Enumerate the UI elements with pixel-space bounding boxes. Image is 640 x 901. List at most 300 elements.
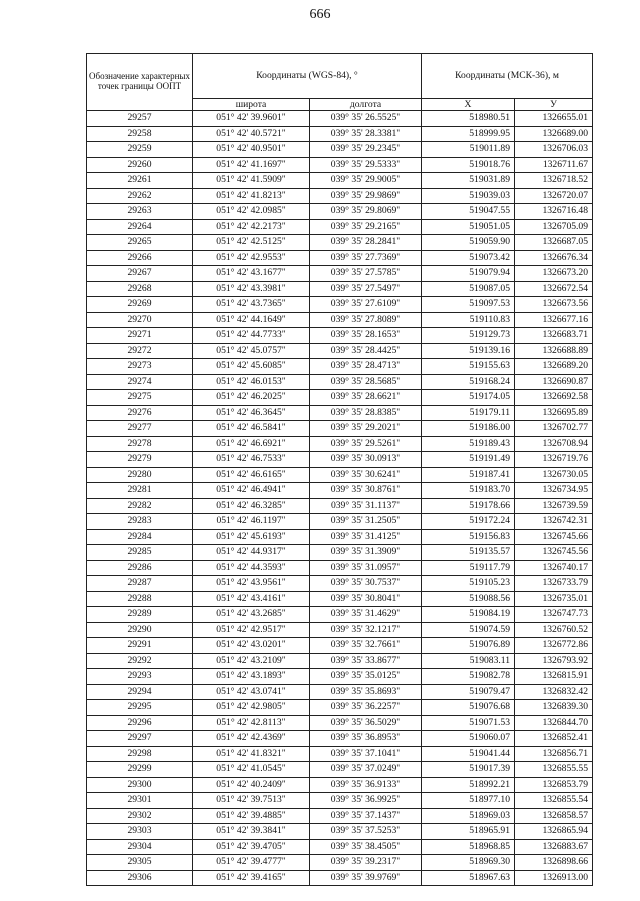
x-coordinate-cell: 519155.63 — [422, 359, 515, 375]
latitude-cell: 051° 42' 40.9501" — [193, 142, 310, 158]
latitude-cell: 051° 42' 46.4941" — [193, 483, 310, 499]
latitude-cell: 051° 42' 43.0201" — [193, 638, 310, 654]
x-coordinate-cell: 519088.56 — [422, 591, 515, 607]
y-coordinate-cell: 1326716.48 — [515, 204, 593, 220]
x-coordinate-cell: 519059.90 — [422, 235, 515, 251]
point-id-cell: 29298 — [87, 746, 193, 762]
point-id-cell: 29306 — [87, 870, 193, 886]
point-id-cell: 29270 — [87, 312, 193, 328]
y-coordinate-cell: 1326740.17 — [515, 560, 593, 576]
latitude-cell: 051° 42' 39.4705" — [193, 839, 310, 855]
longitude-cell: 039° 35' 27.6109" — [310, 297, 422, 313]
y-coordinate-cell: 1326772.86 — [515, 638, 593, 654]
point-id-cell: 29291 — [87, 638, 193, 654]
point-id-cell: 29264 — [87, 219, 193, 235]
x-coordinate-cell: 519074.59 — [422, 622, 515, 638]
y-coordinate-cell: 1326706.03 — [515, 142, 593, 158]
table-row — [87, 374, 593, 390]
point-id-cell: 29278 — [87, 436, 193, 452]
table-row — [87, 126, 593, 142]
x-coordinate-cell: 519117.79 — [422, 560, 515, 576]
y-coordinate-cell: 1326673.56 — [515, 297, 593, 313]
latitude-cell: 051° 42' 46.6165" — [193, 467, 310, 483]
longitude-cell: 039° 35' 27.7369" — [310, 250, 422, 266]
longitude-cell: 039° 35' 38.4505" — [310, 839, 422, 855]
latitude-header: широта — [193, 99, 310, 111]
x-coordinate-cell: 519105.23 — [422, 576, 515, 592]
latitude-cell: 051° 42' 43.7365" — [193, 297, 310, 313]
table-row — [87, 870, 593, 886]
x-coordinate-cell: 519135.57 — [422, 545, 515, 561]
table-row — [87, 591, 593, 607]
x-coordinate-cell: 519076.68 — [422, 700, 515, 716]
point-id-cell: 29286 — [87, 560, 193, 576]
x-coordinate-cell: 519082.78 — [422, 669, 515, 685]
point-id-cell: 29260 — [87, 157, 193, 173]
longitude-header: долгота — [310, 99, 422, 111]
point-id-cell: 29272 — [87, 343, 193, 359]
table-row — [87, 467, 593, 483]
x-coordinate-cell: 518969.30 — [422, 855, 515, 871]
latitude-cell: 051° 42' 41.5909" — [193, 173, 310, 189]
point-id-cell: 29297 — [87, 731, 193, 747]
latitude-cell: 051° 42' 45.6193" — [193, 529, 310, 545]
longitude-cell: 039° 35' 35.8693" — [310, 684, 422, 700]
point-id-cell: 29296 — [87, 715, 193, 731]
table-row — [87, 405, 593, 421]
longitude-cell: 039° 35' 30.7537" — [310, 576, 422, 592]
longitude-cell: 039° 35' 29.9869" — [310, 188, 422, 204]
latitude-cell: 051° 42' 39.9601" — [193, 111, 310, 127]
point-id-cell: 29299 — [87, 762, 193, 778]
x-coordinate-cell: 519051.05 — [422, 219, 515, 235]
longitude-cell: 039° 35' 28.8385" — [310, 405, 422, 421]
table-row — [87, 498, 593, 514]
table-row — [87, 762, 593, 778]
table-row — [87, 824, 593, 840]
table-row — [87, 452, 593, 468]
longitude-cell: 039° 35' 29.2165" — [310, 219, 422, 235]
point-id-cell: 29294 — [87, 684, 193, 700]
y-coordinate-cell: 1326689.00 — [515, 126, 593, 142]
point-id-cell: 29289 — [87, 607, 193, 623]
latitude-cell: 051° 42' 46.3645" — [193, 405, 310, 421]
point-id-cell: 29292 — [87, 653, 193, 669]
point-id-cell: 29266 — [87, 250, 193, 266]
point-id-cell: 29288 — [87, 591, 193, 607]
point-id-cell: 29259 — [87, 142, 193, 158]
y-coordinate-cell: 1326673.20 — [515, 266, 593, 282]
latitude-cell: 051° 42' 42.9553" — [193, 250, 310, 266]
x-coordinate-cell: 519139.16 — [422, 343, 515, 359]
latitude-cell: 051° 42' 46.6921" — [193, 436, 310, 452]
point-id-cell: 29261 — [87, 173, 193, 189]
y-coordinate-cell: 1326855.54 — [515, 793, 593, 809]
latitude-cell: 051° 42' 43.1677" — [193, 266, 310, 282]
point-id-cell: 29263 — [87, 204, 193, 220]
y-coordinate-cell: 1326793.92 — [515, 653, 593, 669]
msk36-coordinates-header: Координаты (МСК-36), м — [422, 54, 593, 99]
latitude-cell: 051° 42' 42.9805" — [193, 700, 310, 716]
longitude-cell: 039° 35' 27.8089" — [310, 312, 422, 328]
y-coordinate-cell: 1326760.52 — [515, 622, 593, 638]
y-coordinate-cell: 1326883.67 — [515, 839, 593, 855]
point-id-cell: 29305 — [87, 855, 193, 871]
y-coordinate-cell: 1326689.20 — [515, 359, 593, 375]
x-coordinate-cell: 519041.44 — [422, 746, 515, 762]
y-coordinate-cell: 1326898.66 — [515, 855, 593, 871]
latitude-cell: 051° 42' 39.4165" — [193, 870, 310, 886]
table-row — [87, 793, 593, 809]
x-coordinate-cell: 519187.41 — [422, 467, 515, 483]
y-coordinate-cell: 1326739.59 — [515, 498, 593, 514]
x-coordinate-cell: 519071.53 — [422, 715, 515, 731]
latitude-cell: 051° 42' 41.8321" — [193, 746, 310, 762]
x-coordinate-cell: 518969.03 — [422, 808, 515, 824]
longitude-cell: 039° 35' 26.5525" — [310, 111, 422, 127]
table-row — [87, 188, 593, 204]
x-coordinate-cell: 519172.24 — [422, 514, 515, 530]
y-coordinate-cell: 1326839.30 — [515, 700, 593, 716]
y-coordinate-cell: 1326844.70 — [515, 715, 593, 731]
y-coordinate-cell: 1326688.89 — [515, 343, 593, 359]
point-id-cell: 29282 — [87, 498, 193, 514]
y-coordinate-cell: 1326865.94 — [515, 824, 593, 840]
y-coordinate-cell: 1326702.77 — [515, 421, 593, 437]
point-id-cell: 29295 — [87, 700, 193, 716]
latitude-cell: 051° 42' 43.3981" — [193, 281, 310, 297]
latitude-cell: 051° 42' 45.0757" — [193, 343, 310, 359]
table-row — [87, 700, 593, 716]
table-row — [87, 173, 593, 189]
table-row — [87, 808, 593, 824]
table-row — [87, 653, 593, 669]
wgs84-coordinates-header: Координаты (WGS-84), ° — [193, 54, 422, 99]
longitude-cell: 039° 35' 35.0125" — [310, 669, 422, 685]
point-id-cell: 29273 — [87, 359, 193, 375]
x-coordinate-cell: 519156.83 — [422, 529, 515, 545]
y-coordinate-cell: 1326676.34 — [515, 250, 593, 266]
table-row — [87, 483, 593, 499]
y-coordinate-cell: 1326855.55 — [515, 762, 593, 778]
x-coordinate-cell: 518999.95 — [422, 126, 515, 142]
table-row — [87, 545, 593, 561]
point-id-cell: 29275 — [87, 390, 193, 406]
longitude-cell: 039° 35' 30.8041" — [310, 591, 422, 607]
y-coordinate-cell: 1326695.89 — [515, 405, 593, 421]
longitude-cell: 039° 35' 29.5261" — [310, 436, 422, 452]
table-row — [87, 607, 593, 623]
longitude-cell: 039° 35' 37.1041" — [310, 746, 422, 762]
x-coordinate-cell: 518992.21 — [422, 777, 515, 793]
longitude-cell: 039° 35' 36.2257" — [310, 700, 422, 716]
y-coordinate-cell: 1326858.57 — [515, 808, 593, 824]
table-row — [87, 436, 593, 452]
x-coordinate-cell: 518968.85 — [422, 839, 515, 855]
longitude-cell: 039° 35' 32.7661" — [310, 638, 422, 654]
x-coordinate-cell: 519174.05 — [422, 390, 515, 406]
y-coordinate-cell: 1326711.67 — [515, 157, 593, 173]
x-coordinate-cell: 519186.00 — [422, 421, 515, 437]
latitude-cell: 051° 42' 43.0741" — [193, 684, 310, 700]
latitude-cell: 051° 42' 39.3841" — [193, 824, 310, 840]
table-body — [87, 111, 593, 886]
y-coordinate-cell: 1326687.05 — [515, 235, 593, 251]
table-row — [87, 855, 593, 871]
table-row — [87, 266, 593, 282]
point-id-cell: 29262 — [87, 188, 193, 204]
table-row — [87, 529, 593, 545]
latitude-cell: 051° 42' 44.1649" — [193, 312, 310, 328]
point-id-cell: 29267 — [87, 266, 193, 282]
point-id-cell: 29274 — [87, 374, 193, 390]
point-id-cell: 29277 — [87, 421, 193, 437]
table-row — [87, 235, 593, 251]
y-coordinate-cell: 1326720.07 — [515, 188, 593, 204]
point-designation-header: Обозначение характерных точек границы ООПТ — [87, 54, 193, 111]
point-id-cell: 29280 — [87, 467, 193, 483]
x-coordinate-cell: 518967.63 — [422, 870, 515, 886]
y-coordinate-cell: 1326852.41 — [515, 731, 593, 747]
table-row — [87, 746, 593, 762]
latitude-cell: 051° 42' 43.1893" — [193, 669, 310, 685]
longitude-cell: 039° 35' 39.2317" — [310, 855, 422, 871]
y-coordinate-cell: 1326718.52 — [515, 173, 593, 189]
longitude-cell: 039° 35' 29.9005" — [310, 173, 422, 189]
x-coordinate-cell: 519060.07 — [422, 731, 515, 747]
latitude-cell: 051° 42' 41.0545" — [193, 762, 310, 778]
table-row — [87, 638, 593, 654]
point-id-cell: 29281 — [87, 483, 193, 499]
latitude-cell: 051° 42' 43.9561" — [193, 576, 310, 592]
longitude-cell: 039° 35' 32.1217" — [310, 622, 422, 638]
latitude-cell: 051° 42' 42.8113" — [193, 715, 310, 731]
x-coordinate-cell: 518977.10 — [422, 793, 515, 809]
longitude-cell: 039° 35' 30.0913" — [310, 452, 422, 468]
longitude-cell: 039° 35' 29.2021" — [310, 421, 422, 437]
table-row — [87, 715, 593, 731]
longitude-cell: 039° 35' 28.4713" — [310, 359, 422, 375]
x-coordinate-cell: 519073.42 — [422, 250, 515, 266]
latitude-cell: 051° 42' 46.5841" — [193, 421, 310, 437]
table-row — [87, 576, 593, 592]
longitude-cell: 039° 35' 28.3381" — [310, 126, 422, 142]
x-coordinate-cell: 519178.66 — [422, 498, 515, 514]
latitude-cell: 051° 42' 40.5721" — [193, 126, 310, 142]
x-coordinate-cell: 519110.83 — [422, 312, 515, 328]
y-coordinate-cell: 1326705.09 — [515, 219, 593, 235]
table-row — [87, 312, 593, 328]
y-coordinate-cell: 1326735.01 — [515, 591, 593, 607]
latitude-cell: 051° 42' 39.7513" — [193, 793, 310, 809]
table-row — [87, 219, 593, 235]
table-row — [87, 731, 593, 747]
longitude-cell: 039° 35' 28.1653" — [310, 328, 422, 344]
x-coordinate-cell: 519097.53 — [422, 297, 515, 313]
longitude-cell: 039° 35' 31.0957" — [310, 560, 422, 576]
x-coordinate-cell: 519039.03 — [422, 188, 515, 204]
longitude-cell: 039° 35' 29.5333" — [310, 157, 422, 173]
x-coordinate-cell: 519079.47 — [422, 684, 515, 700]
table-row — [87, 157, 593, 173]
table-row — [87, 343, 593, 359]
latitude-cell: 051° 42' 40.2409" — [193, 777, 310, 793]
point-id-cell: 29304 — [87, 839, 193, 855]
latitude-cell: 051° 42' 42.2173" — [193, 219, 310, 235]
point-id-cell: 29302 — [87, 808, 193, 824]
y-coordinate-cell: 1326683.71 — [515, 328, 593, 344]
x-coordinate-cell: 518965.91 — [422, 824, 515, 840]
table-row — [87, 622, 593, 638]
latitude-cell: 051° 42' 39.4777" — [193, 855, 310, 871]
y-coordinate-cell: 1326745.56 — [515, 545, 593, 561]
latitude-cell: 051° 42' 42.0985" — [193, 204, 310, 220]
y-coordinate-cell: 1326692.58 — [515, 390, 593, 406]
latitude-cell: 051° 42' 46.1197" — [193, 514, 310, 530]
point-id-cell: 29268 — [87, 281, 193, 297]
longitude-cell: 039° 35' 27.5497" — [310, 281, 422, 297]
latitude-cell: 051° 42' 42.9517" — [193, 622, 310, 638]
table-row — [87, 111, 593, 127]
table-row — [87, 204, 593, 220]
point-id-cell: 29293 — [87, 669, 193, 685]
y-coordinate-cell: 1326672.54 — [515, 281, 593, 297]
table-row — [87, 297, 593, 313]
latitude-cell: 051° 42' 42.4369" — [193, 731, 310, 747]
latitude-cell: 051° 42' 43.2109" — [193, 653, 310, 669]
longitude-cell: 039° 35' 37.0249" — [310, 762, 422, 778]
longitude-cell: 039° 35' 39.9769" — [310, 870, 422, 886]
y-coordinate-cell: 1326832.42 — [515, 684, 593, 700]
x-coordinate-cell: 519179.11 — [422, 405, 515, 421]
x-coordinate-cell: 519011.89 — [422, 142, 515, 158]
longitude-cell: 039° 35' 29.8069" — [310, 204, 422, 220]
latitude-cell: 051° 42' 45.6085" — [193, 359, 310, 375]
table-row — [87, 839, 593, 855]
longitude-cell: 039° 35' 36.5029" — [310, 715, 422, 731]
table-row — [87, 421, 593, 437]
longitude-cell: 039° 35' 31.4629" — [310, 607, 422, 623]
x-coordinate-cell: 519087.05 — [422, 281, 515, 297]
y-coordinate-cell: 1326853.79 — [515, 777, 593, 793]
x-coordinate-cell: 519129.73 — [422, 328, 515, 344]
x-coordinate-cell: 518980.51 — [422, 111, 515, 127]
latitude-cell: 051° 42' 42.5125" — [193, 235, 310, 251]
latitude-cell: 051° 42' 43.4161" — [193, 591, 310, 607]
longitude-cell: 039° 35' 33.8677" — [310, 653, 422, 669]
x-coordinate-cell: 519047.55 — [422, 204, 515, 220]
table-row — [87, 142, 593, 158]
x-coordinate-cell: 519079.94 — [422, 266, 515, 282]
y-coordinate-cell: 1326745.66 — [515, 529, 593, 545]
x-coordinate-cell: 519083.11 — [422, 653, 515, 669]
y-coordinate-cell: 1326913.00 — [515, 870, 593, 886]
y-coordinate-cell: 1326655.01 — [515, 111, 593, 127]
x-coordinate-header: X — [422, 99, 515, 111]
latitude-cell: 051° 42' 39.4885" — [193, 808, 310, 824]
longitude-cell: 039° 35' 28.5685" — [310, 374, 422, 390]
longitude-cell: 039° 35' 36.8953" — [310, 731, 422, 747]
latitude-cell: 051° 42' 44.7733" — [193, 328, 310, 344]
longitude-cell: 039° 35' 36.9925" — [310, 793, 422, 809]
point-id-cell: 29271 — [87, 328, 193, 344]
x-coordinate-cell: 519084.19 — [422, 607, 515, 623]
longitude-cell: 039° 35' 27.5785" — [310, 266, 422, 282]
longitude-cell: 039° 35' 31.1137" — [310, 498, 422, 514]
table-row — [87, 669, 593, 685]
y-coordinate-cell: 1326690.87 — [515, 374, 593, 390]
page-number: 666 — [309, 7, 331, 22]
longitude-cell: 039° 35' 37.1437" — [310, 808, 422, 824]
longitude-cell: 039° 35' 30.8761" — [310, 483, 422, 499]
x-coordinate-cell: 519183.70 — [422, 483, 515, 499]
point-id-cell: 29284 — [87, 529, 193, 545]
point-id-cell: 29287 — [87, 576, 193, 592]
x-coordinate-cell: 519189.43 — [422, 436, 515, 452]
longitude-cell: 039° 35' 31.4125" — [310, 529, 422, 545]
point-id-cell: 29290 — [87, 622, 193, 638]
point-id-cell: 29303 — [87, 824, 193, 840]
y-coordinate-cell: 1326677.16 — [515, 312, 593, 328]
longitude-cell: 039° 35' 29.2345" — [310, 142, 422, 158]
latitude-cell: 051° 42' 43.2685" — [193, 607, 310, 623]
y-coordinate-cell: 1326747.73 — [515, 607, 593, 623]
longitude-cell: 039° 35' 37.5253" — [310, 824, 422, 840]
point-id-cell: 29269 — [87, 297, 193, 313]
point-id-cell: 29276 — [87, 405, 193, 421]
x-coordinate-cell: 519017.39 — [422, 762, 515, 778]
point-id-cell: 29279 — [87, 452, 193, 468]
table-row — [87, 390, 593, 406]
latitude-cell: 051° 42' 46.0153" — [193, 374, 310, 390]
y-coordinate-cell: 1326730.05 — [515, 467, 593, 483]
latitude-cell: 051° 42' 44.9317" — [193, 545, 310, 561]
table-row — [87, 560, 593, 576]
point-id-cell: 29301 — [87, 793, 193, 809]
table-row — [87, 250, 593, 266]
longitude-cell: 039° 35' 36.9133" — [310, 777, 422, 793]
table-row — [87, 777, 593, 793]
y-coordinate-cell: 1326719.76 — [515, 452, 593, 468]
point-id-cell: 29285 — [87, 545, 193, 561]
point-id-cell: 29300 — [87, 777, 193, 793]
latitude-cell: 051° 42' 46.3285" — [193, 498, 310, 514]
x-coordinate-cell: 519076.89 — [422, 638, 515, 654]
point-id-cell: 29257 — [87, 111, 193, 127]
y-coordinate-cell: 1326742.31 — [515, 514, 593, 530]
coordinates-table — [86, 53, 593, 886]
latitude-cell: 051° 42' 46.2025" — [193, 390, 310, 406]
y-coordinate-cell: 1326734.95 — [515, 483, 593, 499]
longitude-cell: 039° 35' 28.2841" — [310, 235, 422, 251]
latitude-cell: 051° 42' 44.3593" — [193, 560, 310, 576]
longitude-cell: 039° 35' 31.3909" — [310, 545, 422, 561]
longitude-cell: 039° 35' 28.4425" — [310, 343, 422, 359]
y-coordinate-header: У — [515, 99, 593, 111]
table-row — [87, 684, 593, 700]
x-coordinate-cell: 519191.49 — [422, 452, 515, 468]
longitude-cell: 039° 35' 28.6621" — [310, 390, 422, 406]
x-coordinate-cell: 519168.24 — [422, 374, 515, 390]
point-id-cell: 29265 — [87, 235, 193, 251]
longitude-cell: 039° 35' 30.6241" — [310, 467, 422, 483]
table-row — [87, 328, 593, 344]
point-id-cell: 29258 — [87, 126, 193, 142]
y-coordinate-cell: 1326815.91 — [515, 669, 593, 685]
table-row — [87, 281, 593, 297]
latitude-cell: 051° 42' 46.7533" — [193, 452, 310, 468]
y-coordinate-cell: 1326856.71 — [515, 746, 593, 762]
